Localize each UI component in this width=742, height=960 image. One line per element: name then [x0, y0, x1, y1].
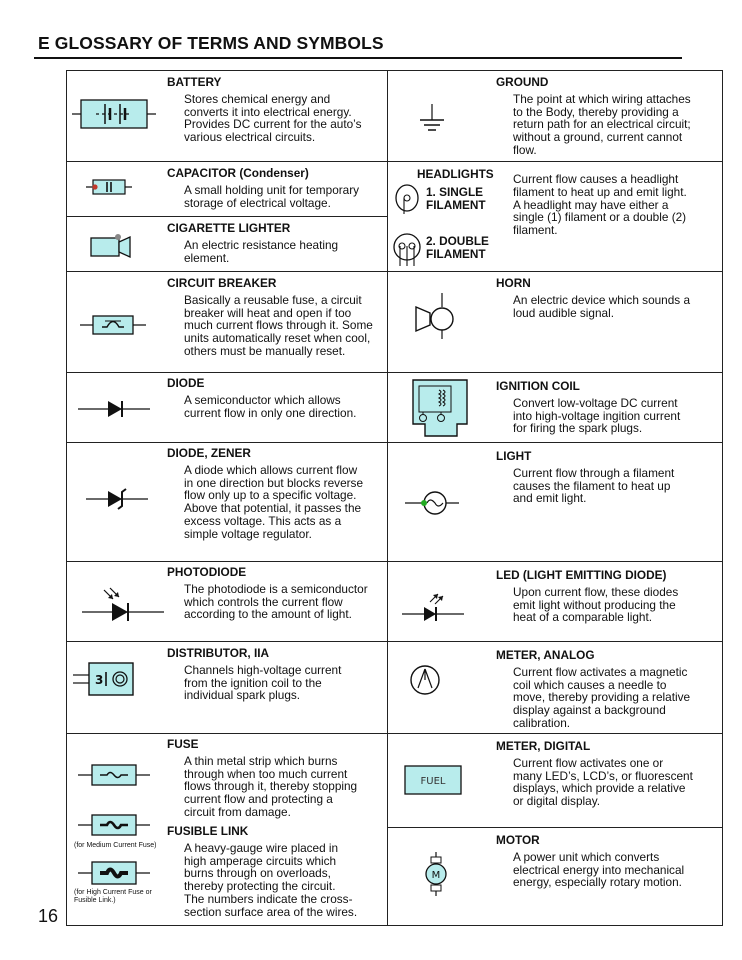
entry-title: LIGHT: [496, 449, 532, 463]
row-divider: [387, 442, 723, 443]
entry-title: BATTERY: [167, 75, 222, 89]
fuse-medium-icon: [78, 812, 150, 838]
entry-desc: Upon current flow, these diodes emit light without producing the heat of a comparable light.: [513, 584, 679, 625]
row-divider: [387, 733, 723, 734]
row-divider: [387, 372, 723, 373]
entry-fuse: [167, 738, 357, 819]
entry-desc: A diode which allows current flow in one direction but blocks reverse flow only up to a specific voltage. Above that potential, it passes the excess voltage. This acts as a simple voltage regulator.: [184, 462, 364, 541]
row-divider: [66, 161, 387, 162]
entry-diode: [167, 377, 356, 419]
entry-digital-meter: [496, 740, 693, 808]
row-divider: [66, 216, 387, 217]
cigarette-lighter-icon: [90, 232, 138, 260]
zener-diode-icon: [86, 484, 148, 514]
row-divider: [66, 733, 387, 734]
entry-title: DISTRIBUTOR, IIA: [167, 646, 270, 660]
medium-fuse-note: (for Medium Current Fuse): [74, 842, 157, 849]
battery-icon: [72, 92, 156, 136]
entry-cigarette-lighter: [167, 222, 338, 264]
entry-title: FUSE: [167, 737, 199, 751]
motor-label: M: [431, 870, 441, 881]
entry-title: MOTOR: [496, 833, 540, 847]
column-divider: [387, 70, 388, 926]
entry-desc: A power unit which converts electrical energy into mechanical energy, especially rotary motion.: [513, 849, 685, 890]
entry-title: GROUND: [496, 75, 549, 89]
title-rule: [34, 57, 682, 59]
entry-desc: An electric device which sounds a loud audible signal.: [513, 292, 691, 320]
row-divider: [66, 442, 387, 443]
entry-zener-diode: [167, 447, 363, 541]
entry-light: [496, 450, 674, 505]
headlights-double-label: 2. DOUBLE FILAMENT: [426, 234, 489, 261]
headlights-single-label: 1. SINGLE FILAMENT: [426, 185, 486, 212]
row-divider: [387, 561, 723, 562]
svg-text:3: 3: [95, 673, 104, 687]
entry-desc: Current flow activates one or many LED’s, LCD’s, or fluorescent displays, which provide a relative or digital display.: [513, 755, 693, 809]
photodiode-icon: [82, 588, 164, 628]
row-divider: [387, 827, 723, 828]
row-divider: [387, 641, 723, 642]
circuit-breaker-icon: [80, 312, 146, 338]
entry-title: CIGARETTE LIGHTER: [167, 221, 291, 235]
entry-analog-meter: [496, 649, 690, 730]
entry-distributor: [167, 647, 341, 702]
row-divider: [66, 372, 387, 373]
row-divider: [387, 271, 723, 272]
entry-fusible-link: [167, 825, 357, 919]
entry-title: IGNITION COIL: [496, 379, 580, 393]
entry-desc: Convert low-voltage DC current into high-voltage ingition current for firing the spark plugs.: [513, 395, 681, 436]
page-title: E GLOSSARY OF TERMS AND SYMBOLS: [38, 33, 384, 53]
entry-desc: Current flow through a filament causes the filament to heat up and emit light.: [513, 465, 675, 506]
entry-ground: [496, 76, 691, 157]
row-divider: [66, 271, 387, 272]
entry-desc: An electric resistance heating element.: [184, 237, 339, 265]
analog-meter-icon: [409, 664, 441, 696]
fusible-link-icon: [78, 859, 150, 887]
entry-motor: [496, 834, 684, 889]
entry-desc: A thin metal strip which burns through when too much current flows through it, thereby stopping current flow and protecting a circuit from damage.: [184, 753, 358, 819]
entry-title: METER, ANALOG: [496, 648, 595, 662]
motor-icon: [420, 852, 452, 896]
distributor-icon: [72, 660, 144, 698]
diode-icon: [78, 398, 150, 420]
entry-photodiode: [167, 566, 368, 621]
row-divider: [387, 161, 723, 162]
digital-meter-icon: [404, 765, 462, 795]
entry-title: CIRCUIT BREAKER: [167, 276, 277, 290]
entry-led: [496, 569, 678, 624]
entry-title: PHOTODIODE: [167, 565, 247, 579]
row-divider: [66, 561, 387, 562]
light-icon: [405, 489, 459, 517]
entry-desc: A heavy-gauge wire placed in high amperage circuits which burns through on overloads, thereby protecting the circuit. The numbers indicate the cross- section surface area of the wires.: [184, 840, 358, 919]
page-number: 16: [38, 906, 59, 926]
entry-battery: [167, 76, 361, 144]
entry-desc: Channels high-voltage current from the ignition coil to the individual spark plugs.: [184, 662, 342, 703]
entry-title: FUSIBLE LINK: [167, 824, 249, 838]
ignition-coil-icon: [411, 378, 469, 438]
entry-desc: The point at which wiring attaches to the Body, thereby providing a return path for an electrical circuit; without a ground, current cannot flow.: [513, 91, 691, 157]
capacitor-icon: [86, 176, 132, 198]
entry-title: LED (LIGHT EMITTING DIODE): [496, 568, 667, 582]
entry-title: DIODE, ZENER: [167, 446, 251, 460]
fuse-icon: [78, 762, 150, 788]
entry-desc: The photodiode is a semiconductor which controls the current flow according to the amount of light.: [184, 581, 368, 622]
entry-desc: A small holding unit for temporary storage of electrical voltage.: [184, 182, 360, 210]
entry-title: HORN: [496, 276, 531, 290]
entry-desc: A semiconductor which allows current flow in only one direction.: [184, 392, 357, 420]
entry-desc: Stores chemical energy and converts it into electrical energy. Provides DC current for the auto’s various electrical circuits.: [184, 91, 362, 145]
high-fuse-note: (for High Current Fuse or Fusible Link.): [74, 889, 152, 904]
entry-capacitor: [167, 167, 359, 209]
entry-horn: [496, 277, 690, 319]
entry-circuit-breaker: [167, 277, 373, 358]
entry-desc: Current flow causes a headlight filament to heat up and emit light. A headlight may have either a single (1) filament or a double (2) filament.: [513, 172, 687, 238]
led-icon: [402, 592, 464, 626]
row-divider: [66, 641, 387, 642]
entry-desc: Current flow activates a magnetic coil which causes a needle to move, thereby providing a relative display against a background calibration.: [513, 664, 691, 730]
entry-desc: Basically a reusable fuse, a circuit breaker will heat and open if too much current flows through it. Some units automatically reset when cool, others must be manually reset.: [184, 292, 373, 358]
headlights-heading: HEADLIGHTS: [417, 167, 494, 181]
horn-icon: [412, 293, 458, 339]
entry-title: CAPACITOR (Condenser): [167, 166, 309, 180]
ground-icon: [414, 102, 450, 136]
entry-ignition-coil: [496, 380, 680, 435]
headlight-double-icon: [392, 232, 424, 268]
digital-meter-label: FUEL: [420, 776, 446, 787]
entry-headlights: [496, 173, 687, 237]
entry-title: DIODE: [167, 376, 205, 390]
entry-title: METER, DIGITAL: [496, 739, 591, 753]
headlight-single-icon: [394, 184, 420, 214]
